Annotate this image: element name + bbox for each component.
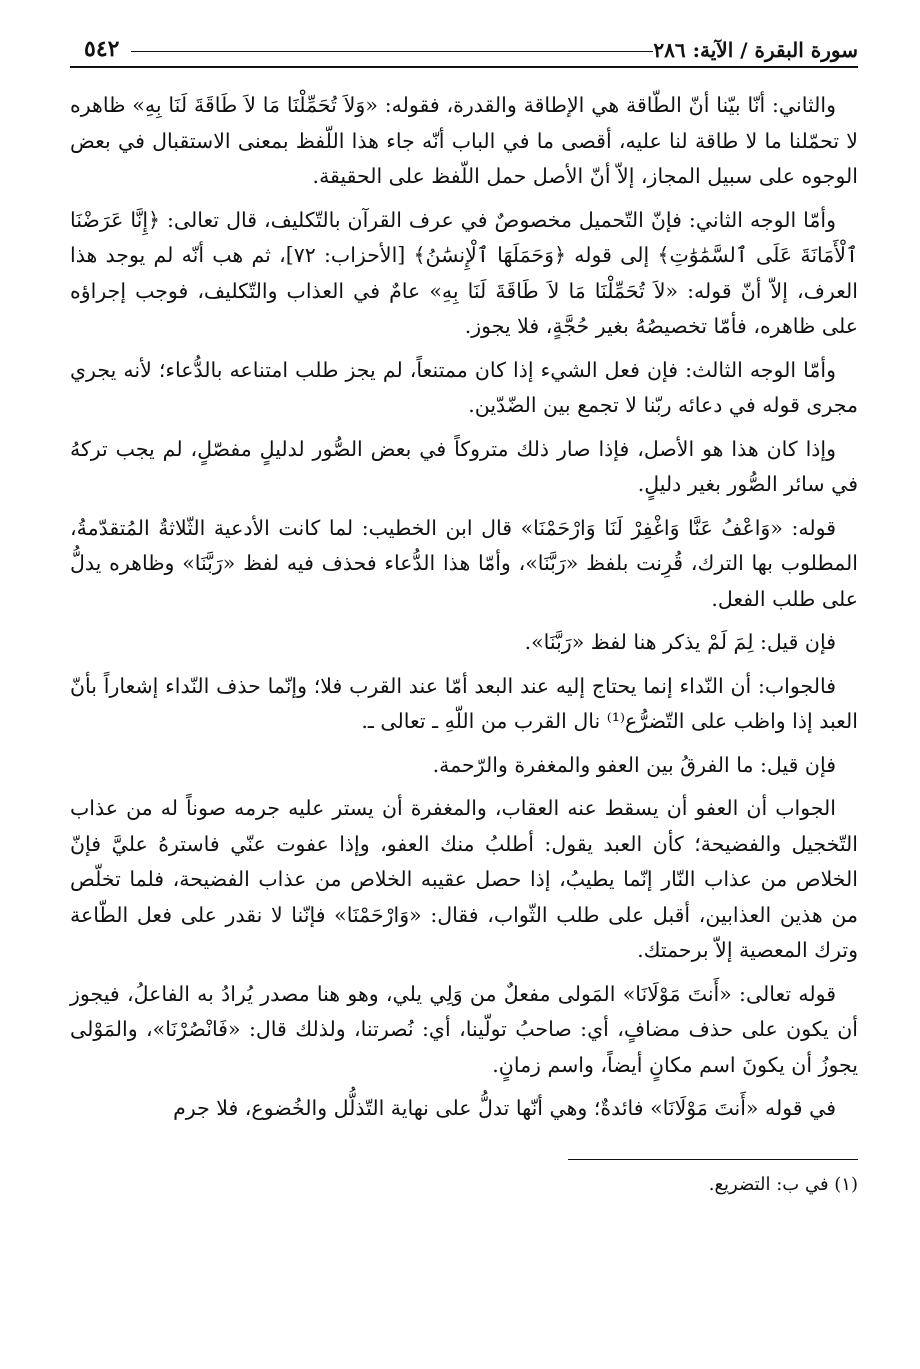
header-rule — [131, 51, 653, 52]
footnote: (١) في ب: التضريع. — [708, 1173, 858, 1195]
running-header — [70, 28, 858, 62]
page-body — [70, 88, 858, 1127]
surah-title: سورة البقرة / الآية: ٢٨٦ — [653, 38, 858, 62]
top-divider — [70, 66, 858, 68]
paragraph-answer-nida: فالجواب: أن النّداء إنما يحتاج إليه عند البعد أمّا عند القرب فلا؛ وإنّما حذف النّداء إشعاراً بأنّ العبد إذا واظب على التّضرُّع⁽¹⁾ نال القرب من اللّهِ ـ تعالى ـ. — [70, 673, 858, 733]
paragraph-question-rabbana: فإن قيل: لِمَ لَمْ يذكر هنا لفظ «رَبَّنَا». — [524, 630, 836, 654]
paragraph-third-aspect: وأمّا الوجه الثالث: فإن فعل الشيء إذا كان ممتنعاً، لم يجز طلب امتناعه بالدُّعاء؛ لأنه يجري مجرى قوله في دعائه ربّنا لا تجمع بين الضّدّين. — [70, 357, 858, 417]
paragraph-second-point: والثاني: أنّا بيّنا أنّ الطّاقة هي الإطاقة والقدرة، فقوله: «وَلاَ تُحَمِّلْنَا مَا لاَ طَاقَةَ لَنَا بِهِ» ظاهره لا تحمّلنا ما لا طاقة لنا عليه، أقصى ما في الباب أنّه جاء هذا اللّفظ بمعنى الاستقبال في بعض الوجوه على سبيل المجاز، إلاّ أنّ الأصل حمل اللّفظ على الحقيقة. — [70, 93, 858, 188]
paragraph-pardon-verse: قوله: «وَاعْفُ عَنَّا وَاغْفِرْ لَنَا وَارْحَمْنَا» قال ابن الخطيب: لما كانت الأدعية الثّلاثةُ المُتقدّمةُ، المطلوب بها الترك، قُرِنت بلفظ «رَبَّنَا»، وأمّا هذا الدُّعاء فحذف فيه لفظ «رَبَّنَا» وظاهره يدلُّ على طلب الفعل. — [70, 515, 858, 611]
paragraph-principle: وإذا كان هذا هو الأصل، فإذا صار ذلك متروكاً في بعض الصُّور لدليلٍ مفصّلٍ، لم يجب تركهُ في سائر الصُّور بغير دليلٍ. — [70, 436, 858, 496]
paragraph-mawlana: قوله تعالى: «أَنتَ مَوْلَانَا» المَولى مفعلٌ من وَلِي يلي، وهو هنا مصدر يُرادُ به الفاعلُ، فيجوز أن يكون على حذف مضافٍ، أي: صاحبُ تولّينا، أي: نُصرتنا، ولذلك قال: «فَانْصُرْنَا»، والمَوْلى يجوزُ أن يكونَ اسم مكانٍ أيضاً، واسم زمانٍ. — [70, 981, 858, 1077]
paragraph-second-aspect: وأمّا الوجه الثاني: فإنّ التّحميل مخصوصٌ في عرف القرآن بالتّكليف، قال تعالى: ﴿إِنَّا عَرَضْنَا ٱلْأَمَانَةَ عَلَى ٱلسَّمَٰوَٰتِ﴾ إلى قوله ﴿وَحَمَلَهَا ٱلْإِنسَٰنُ﴾ [الأحزاب: ٧٢]، ثم هب أنّه لم يوجد هذا العرف، إلاّ أنّ قوله: «لاَ تُحَمِّلْنَا مَا لاَ طَاقَةَ لَنَا بِهِ» عامٌ في العذاب والتّكليف، فوجب إجراؤه على ظاهره، فأمّا تخصيصُهُ بغير حُجَّةٍ، فلا يجوز. — [70, 207, 858, 338]
paragraph-answer-difference: الجواب أن العفو أن يسقط عنه العقاب، والمغفرة أن يستر عليه جرمه صوناً له من عذاب التّخجيل والفضيحة؛ كأن العبد يقول: أطلبُ منك العفو، وإذا عفوت عنّي فاسترهُ عليَّ فإنّ الخلاص من عذاب النّار إنّما يطيبُ، إذا حصل عقيبه الخلاص من عذاب الفضيحة، فلما تخلّص من هذين العذابين، أقبل على طلب الثّواب، فقال: «وَارْحَمْنَا» فإنّنا لا نقدر على فعل الطّاعة وترك المعصية إلاّ برحمتك. — [70, 796, 858, 962]
paragraph-mawlana-benefit: في قوله «أَنتَ مَوْلَانَا» فائدةٌ؛ وهي أنّها تدلُّ على نهاية التّذلُّل والخُضوع، فلا جرم — [173, 1096, 836, 1120]
page-number: ٥٤٢ — [84, 36, 120, 62]
footnote-divider — [568, 1159, 858, 1160]
paragraph-question-difference: فإن قيل: ما الفرقُ بين العفو والمغفرة والرّحمة. — [432, 752, 836, 777]
